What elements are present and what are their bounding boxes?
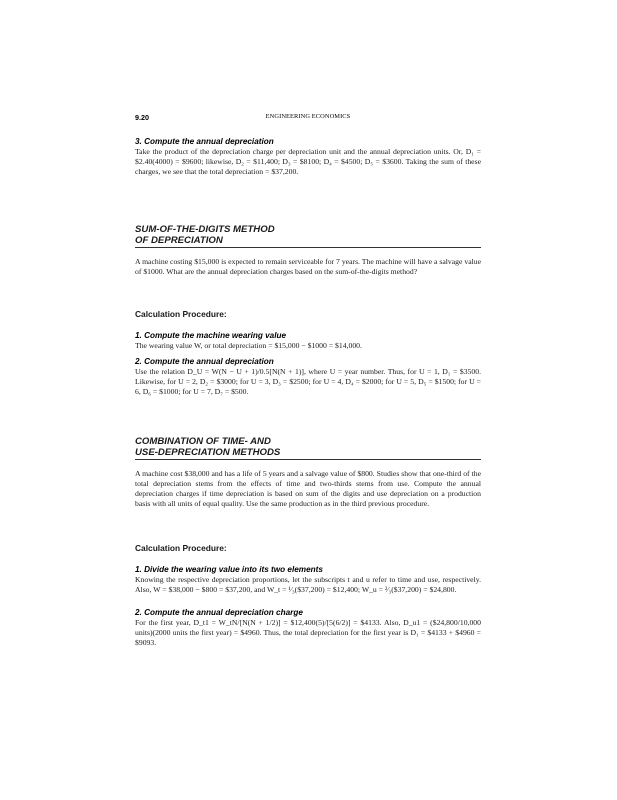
step-heading-annual-depreciation-prev: 3. Compute the annual depreciation	[135, 137, 274, 146]
step-paragraph-divide-wearing-value: Knowing the respective depreciation proportions, let the subscripts t and u refer to time and use, respectively. Also, W = $38,000 − $800 = $37,200, and W_t = ¹⁄₃($37,200) = $12,400; W_u = ²⁄₃($37,200) = $24,800.	[135, 575, 481, 595]
section-title-line1: SUM-OF-THE-DIGITS METHOD	[135, 224, 275, 235]
step-paragraph-annual-charge: For the first year, D_t1 = W_tN/[N(N + 1/2)] = $12,400(5)/[5(6/2)] = $4133. Also, D_u1 = ($24,800/10,000 units)(2000 units the first year) = $4960. Thus, the total depreciation for the first year is D₁ = $4133 + $4960 = $9093.	[135, 618, 481, 648]
section-title-line2: USE-DEPRECIATION METHODS	[135, 447, 281, 458]
section-title-line1: COMBINATION OF TIME- AND	[135, 436, 271, 447]
problem-statement: A machine costing $15,000 is expected to remain serviceable for 7 years. The machine will have a salvage value of $1000. What are the annual depreciation charges based on the sum-of-the-digits method?	[135, 257, 481, 277]
section-title-combination	[135, 436, 481, 458]
section-title-sum-of-digits	[135, 224, 481, 246]
section-rule	[135, 247, 481, 248]
book-title: ENGINEERING ECONOMICS	[265, 113, 351, 120]
step-heading-annual-charge: 2. Compute the annual depreciation charge	[135, 608, 303, 617]
calculation-procedure-heading: Calculation Procedure:	[135, 543, 227, 553]
step-heading-divide-wearing-value: 1. Divide the wearing value into its two elements	[135, 565, 323, 574]
step-paragraph-wearing-value: The wearing value W, or total depreciation = $15,000 − $1000 = $14,000.	[135, 341, 362, 350]
problem-statement: A machine cost $38,000 and has a life of 5 years and a salvage value of $800. Studies show that one-third of the total depreciation stems from the effects of time and two-thirds stems from use. Compute the annual depreciation charges if time depreciation is based on sum of the digits and use depreciation on a production basis with all units of equal quality. Use the same production as in the third previous procedure.	[135, 469, 481, 509]
section-rule	[135, 459, 481, 460]
section-title-line2: OF DEPRECIATION	[135, 235, 223, 246]
step-paragraph-annual-depreciation-prev: Take the product of the depreciation charge per depreciation unit and the annual depreciation units. Or, D₁ = $2.40(4000) = $9600; likewise, D₂ = $11,400; D₃ = $8100; D₄ = $4500; D₅ = $3600. Taking the sum of these charges, we see that the total depreciation = $37,200.	[135, 147, 481, 177]
step-heading-wearing-value: 1. Compute the machine wearing value	[135, 331, 287, 340]
calculation-procedure-heading: Calculation Procedure:	[135, 309, 227, 319]
page-number: 9.20	[135, 113, 149, 122]
running-header	[135, 113, 481, 125]
step-paragraph-annual-depreciation: Use the relation D_U = W(N − U + 1)/0.5[N(N + 1)], where U = year number. Thus, for U = 1, D₁ = $3500. Likewise, for U = 2, D₂ = $3000; for U = 3, D₃ = $2500; for U = 4, D₄ = $2000; for U = 5, D₅ = $1500; for U = 6, D₆ = $1000; for U = 7, D₇ = $500.	[135, 367, 481, 397]
step-heading-annual-depreciation: 2. Compute the annual depreciation	[135, 357, 274, 366]
